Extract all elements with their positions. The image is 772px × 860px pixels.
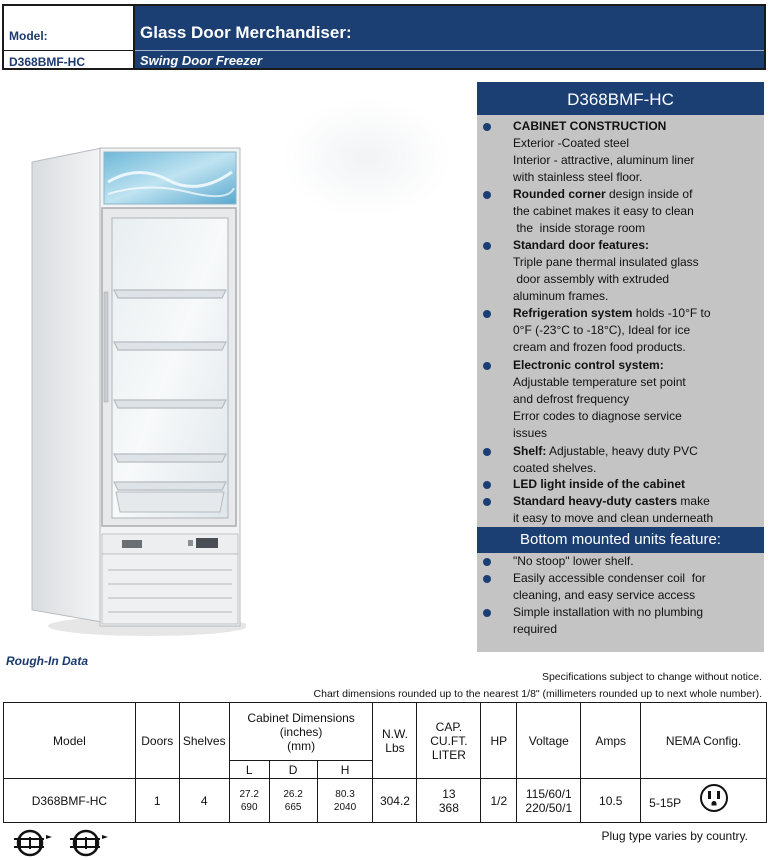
spec-table [3, 702, 767, 823]
cell-d [269, 779, 317, 823]
bullet-dot-icon [483, 498, 491, 506]
feature-line: cleaning, and easy service access [513, 588, 696, 602]
capacity-liter: 368 [438, 800, 459, 815]
feature-line: 0°F (-23°C to -18°C), Ideal for ice [513, 323, 691, 337]
bottom-mounted-title: Bottom mounted units feature: [477, 527, 764, 553]
freezer-product-image [28, 142, 246, 642]
model-label: Model: [9, 29, 48, 43]
header-l: L [229, 761, 269, 779]
page-title: Glass Door Merchandiser: [140, 23, 352, 42]
d-mm: 665 [284, 801, 302, 813]
bullet-dot-icon [483, 481, 491, 489]
lbs-label: Lbs [385, 740, 405, 755]
table-header-row [4, 703, 767, 761]
bullet-dot-icon [483, 575, 491, 583]
h-inches: 80.3 [335, 788, 355, 800]
bullet-dot-icon [483, 558, 491, 566]
header-voltage: Voltage [517, 703, 581, 779]
cell-doors: 1 [135, 779, 179, 823]
capacity-cuft: 13 [442, 786, 456, 801]
nw-label: N.W. [381, 726, 408, 741]
liter-label: LITER [431, 747, 466, 762]
title-box [135, 6, 764, 68]
d-inches: 26.2 [283, 788, 303, 800]
cell-capacity [417, 779, 481, 823]
feature-line: Exterior -Coated steel [513, 136, 630, 150]
feature-line: issues [513, 426, 548, 440]
bullet-dot-icon [483, 191, 491, 199]
header-nema: NEMA Config. [641, 703, 767, 779]
header-hp: HP [481, 703, 517, 779]
voltage-2: 220/50/1 [525, 800, 573, 815]
cell-nw: 304.2 [373, 779, 417, 823]
table-row [4, 779, 767, 823]
feature-line: the inside storage room [513, 221, 646, 235]
feature-line: make [677, 494, 710, 508]
spec-change-note: Specifications subject to change without notice. [541, 671, 762, 683]
feature-line: Simple installation with no plumbing [513, 605, 704, 619]
bullet-dot-icon [483, 448, 491, 456]
header-capacity [417, 703, 481, 779]
cell-shelves: 4 [179, 779, 229, 823]
cell-l [229, 779, 269, 823]
cuft-label: CU.FT. [430, 733, 468, 748]
feature-heading: Rounded corner [513, 187, 606, 201]
feature-line: aluminum frames. [513, 289, 609, 303]
feature-line: Triple pane thermal insulated glass [513, 255, 699, 269]
etl-listed-logo [64, 829, 112, 857]
header-amps: Amps [581, 703, 641, 779]
header-h: H [317, 761, 373, 779]
page-subtitle: Swing Door Freezer [140, 53, 263, 68]
feature-line: design inside of [605, 187, 693, 201]
header-shelves: Shelves [179, 703, 229, 779]
background-glare [282, 98, 452, 218]
cell-model: D368BMF-HC [4, 779, 136, 823]
cap-label: CAP. [435, 719, 463, 734]
bullet-dot-icon [483, 242, 491, 250]
etl-listed-logo [8, 829, 56, 857]
outlet-5-15p-icon [699, 783, 729, 813]
bullet-dot-icon [483, 123, 491, 131]
feature-line: required [513, 622, 558, 636]
feature-line: with stainless steel floor. [513, 170, 643, 184]
title-divider [135, 50, 764, 51]
feature-line: Interior - attractive, aluminum liner [513, 153, 695, 167]
cabinet-dimensions-label: Cabinet Dimensions [247, 710, 355, 725]
feature-heading: Standard door features: [513, 238, 650, 252]
feature-line: Adjustable, heavy duty PVC [546, 444, 698, 458]
model-box [4, 6, 135, 68]
cell-nema [641, 779, 767, 823]
feature-heading: Refrigeration system [513, 306, 633, 320]
bullet-dot-icon [483, 609, 491, 617]
rough-in-heading: Rough-In Data [6, 654, 88, 668]
features-panel [477, 82, 764, 652]
voltage-1: 115/60/1 [525, 786, 572, 801]
feature-line: "No stoop" lower shelf. [513, 554, 634, 568]
model-divider [4, 50, 133, 51]
cell-voltage [517, 779, 581, 823]
header-doors: Doors [135, 703, 179, 779]
h-mm: 2040 [333, 801, 357, 813]
inches-label: (inches) [279, 724, 323, 739]
l-mm: 690 [240, 801, 258, 813]
cell-hp: 1/2 [481, 779, 517, 823]
mm-label: (mm) [287, 738, 316, 753]
feature-line: it easy to move and clean underneath [513, 511, 714, 525]
header-model: Model [4, 703, 136, 779]
feature-heading: CABINET CONSTRUCTION [513, 119, 667, 133]
header-nw [373, 703, 417, 779]
header-d: D [269, 761, 317, 779]
feature-line: the cabinet makes it easy to clean [513, 204, 694, 218]
feature-heading: Shelf: [513, 444, 547, 458]
l-inches: 27.2 [239, 788, 259, 800]
feature-line: Easily accessible condenser coil for [513, 571, 706, 585]
model-value: D368BMF-HC [9, 55, 86, 69]
cell-h [317, 779, 373, 823]
plug-type-note: Plug type varies by country. [601, 829, 748, 843]
bullet-dot-icon [483, 310, 491, 318]
feature-line: holds -10°F to [632, 306, 711, 320]
rounding-note: Chart dimensions rounded up to the nearest 1/8" (millimeters rounded up to next whole number). [313, 688, 762, 700]
feature-line: cream and frozen food products. [513, 340, 686, 354]
header-cabinet-dimensions [229, 703, 373, 761]
feature-heading: Electronic control system: [513, 358, 664, 372]
feature-heading: LED light inside of the cabinet [513, 477, 686, 491]
feature-line: Adjustable temperature set point [513, 375, 686, 389]
nema-value: 5-15P [649, 796, 682, 810]
feature-line: coated shelves. [513, 461, 597, 475]
features-title: D368BMF-HC [477, 82, 764, 115]
cell-amps: 10.5 [581, 779, 641, 823]
spec-sheet-header [2, 4, 766, 70]
feature-heading: Standard heavy-duty casters [513, 494, 678, 508]
bullet-dot-icon [483, 362, 491, 370]
feature-line: and defrost frequency [513, 392, 630, 406]
feature-line: door assembly with extruded [513, 272, 670, 286]
feature-line: Error codes to diagnose service [513, 409, 682, 423]
